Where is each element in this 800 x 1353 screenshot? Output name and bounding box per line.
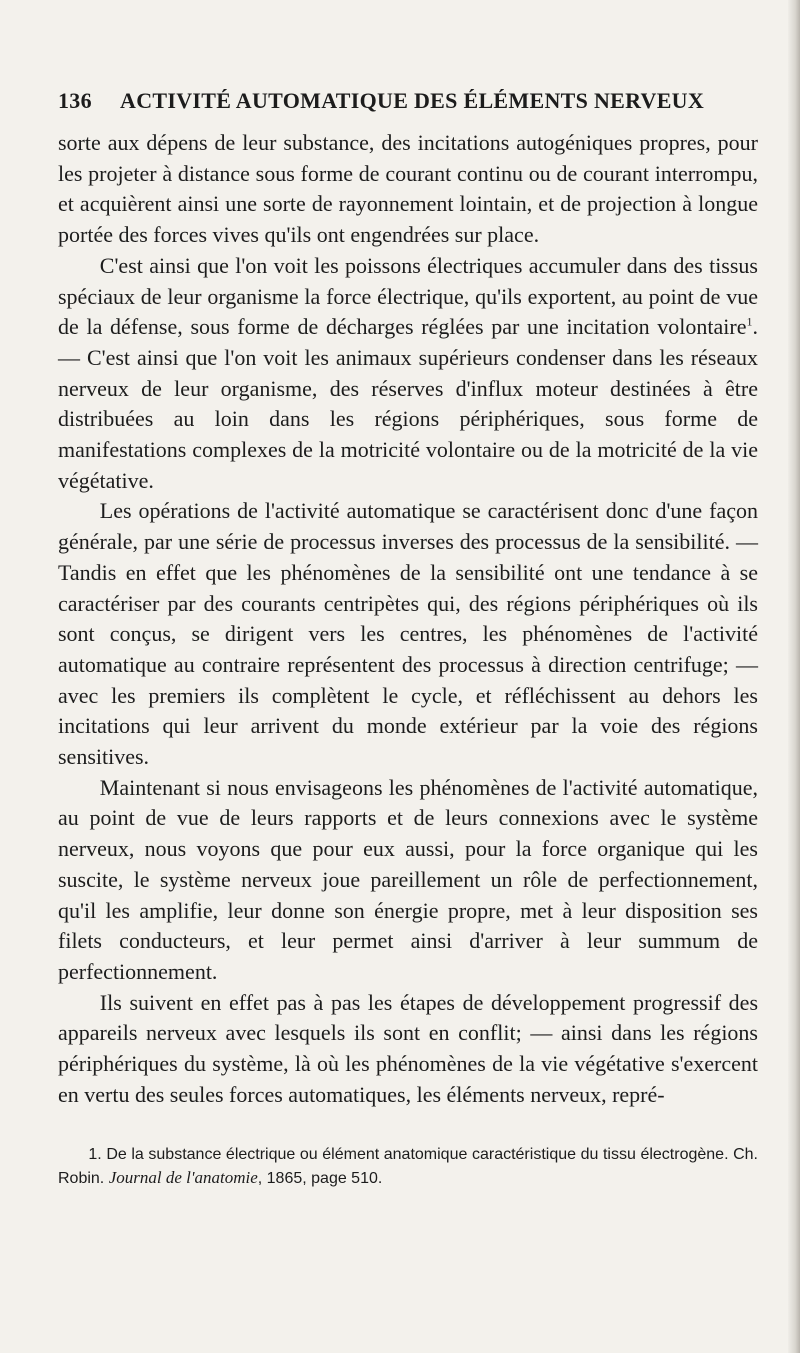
book-page xyxy=(58,88,758,1190)
page-number: 136 xyxy=(58,88,92,113)
footnote-ref: 1 xyxy=(746,314,753,329)
page-edge-shadow xyxy=(788,0,800,1353)
footnote-journal: Journal de l'anatomie xyxy=(108,1167,258,1187)
running-title: ACTIVITÉ AUTOMATIQUE DES ÉLÉMENTS NERVEUX xyxy=(120,88,705,113)
body-text xyxy=(58,128,758,1111)
paragraph-text: . — C'est ainsi que l'on voit les animaux supérieurs condenser dans les réseaux nerveux de leur organisme, des réserves d'influx moteur destinées à être distribuées au loin dans les régions périphériques, sous forme de manifestations complexes de la motricité volontaire ou de la motricité de la vie végétative. xyxy=(58,314,758,493)
footnote-text: De la substance électrique ou élément anatomique caractéristique du tissu électrogène. Ch. Robin. xyxy=(58,1145,759,1187)
footnote-marker: 1. xyxy=(88,1145,102,1163)
paragraph-text: C'est ainsi que l'on voit les poissons électriques accumuler dans des tissus spéciaux de leur organisme la force électrique, qu'ils exportent, au point de vue de la défense, sous forme de décharges réglées par une incitation volontaire xyxy=(58,252,758,340)
paragraph: Les opérations de l'activité automatique se caractérisent donc d'une façon générale, par une série de processus inverses des processus de la sensibilité. — Tandis en effet que les phénomènes de la sensibilité ont une tendance à se caractériser par des courants centripètes qui, des régions périphériques où ils sont conçus, se dirigent vers les centres, les phénomènes de l'activité automatique au contraire représentent des processus à direction centrifuge; — avec les premiers ils complètent le cycle, et réfléchissent au dehors les incitations qui leur arrivent du monde extérieur par la voie des régions sensitives. xyxy=(58,498,758,770)
running-header xyxy=(58,88,758,128)
paragraph: sorte aux dépens de leur substance, des incitations autogéniques propres, pour les projeter à distance sous forme de courant continu ou de courant interrompu, et acquièrent ainsi une sorte de rayonnement lointain, et de projection à longue portée des forces vives qu'ils ont engendrées sur place. xyxy=(58,130,758,248)
footnote-text-end: , 1865, page 510. xyxy=(257,1169,383,1187)
paragraph: Maintenant si nous envisageons les phénomènes de l'activité automatique, au point de vue de leurs rapports et de leurs connexions avec le système nerveux, nous voyons que pour eux aussi, pour la force organique qui les suscite, le système nerveux joue pareillement un rôle de perfectionnement, qu'il les amplifie, leur donne son énergie propre, met à leur disposition ses filets conducteurs, et leur permet ainsi d'arriver à leur summum de perfectionnement. xyxy=(58,774,758,984)
paragraph xyxy=(58,251,758,497)
footnote xyxy=(58,1143,758,1190)
paragraph: Ils suivent en effet pas à pas les étapes de développement progressif des appareils nerveux avec lesquels ils sont en conflit; — ainsi dans les régions périphériques du système, là où les phénomènes de la vie végétative s'exercent en vertu des seules forces automatiques, les éléments nerveux, repré- xyxy=(58,989,758,1107)
